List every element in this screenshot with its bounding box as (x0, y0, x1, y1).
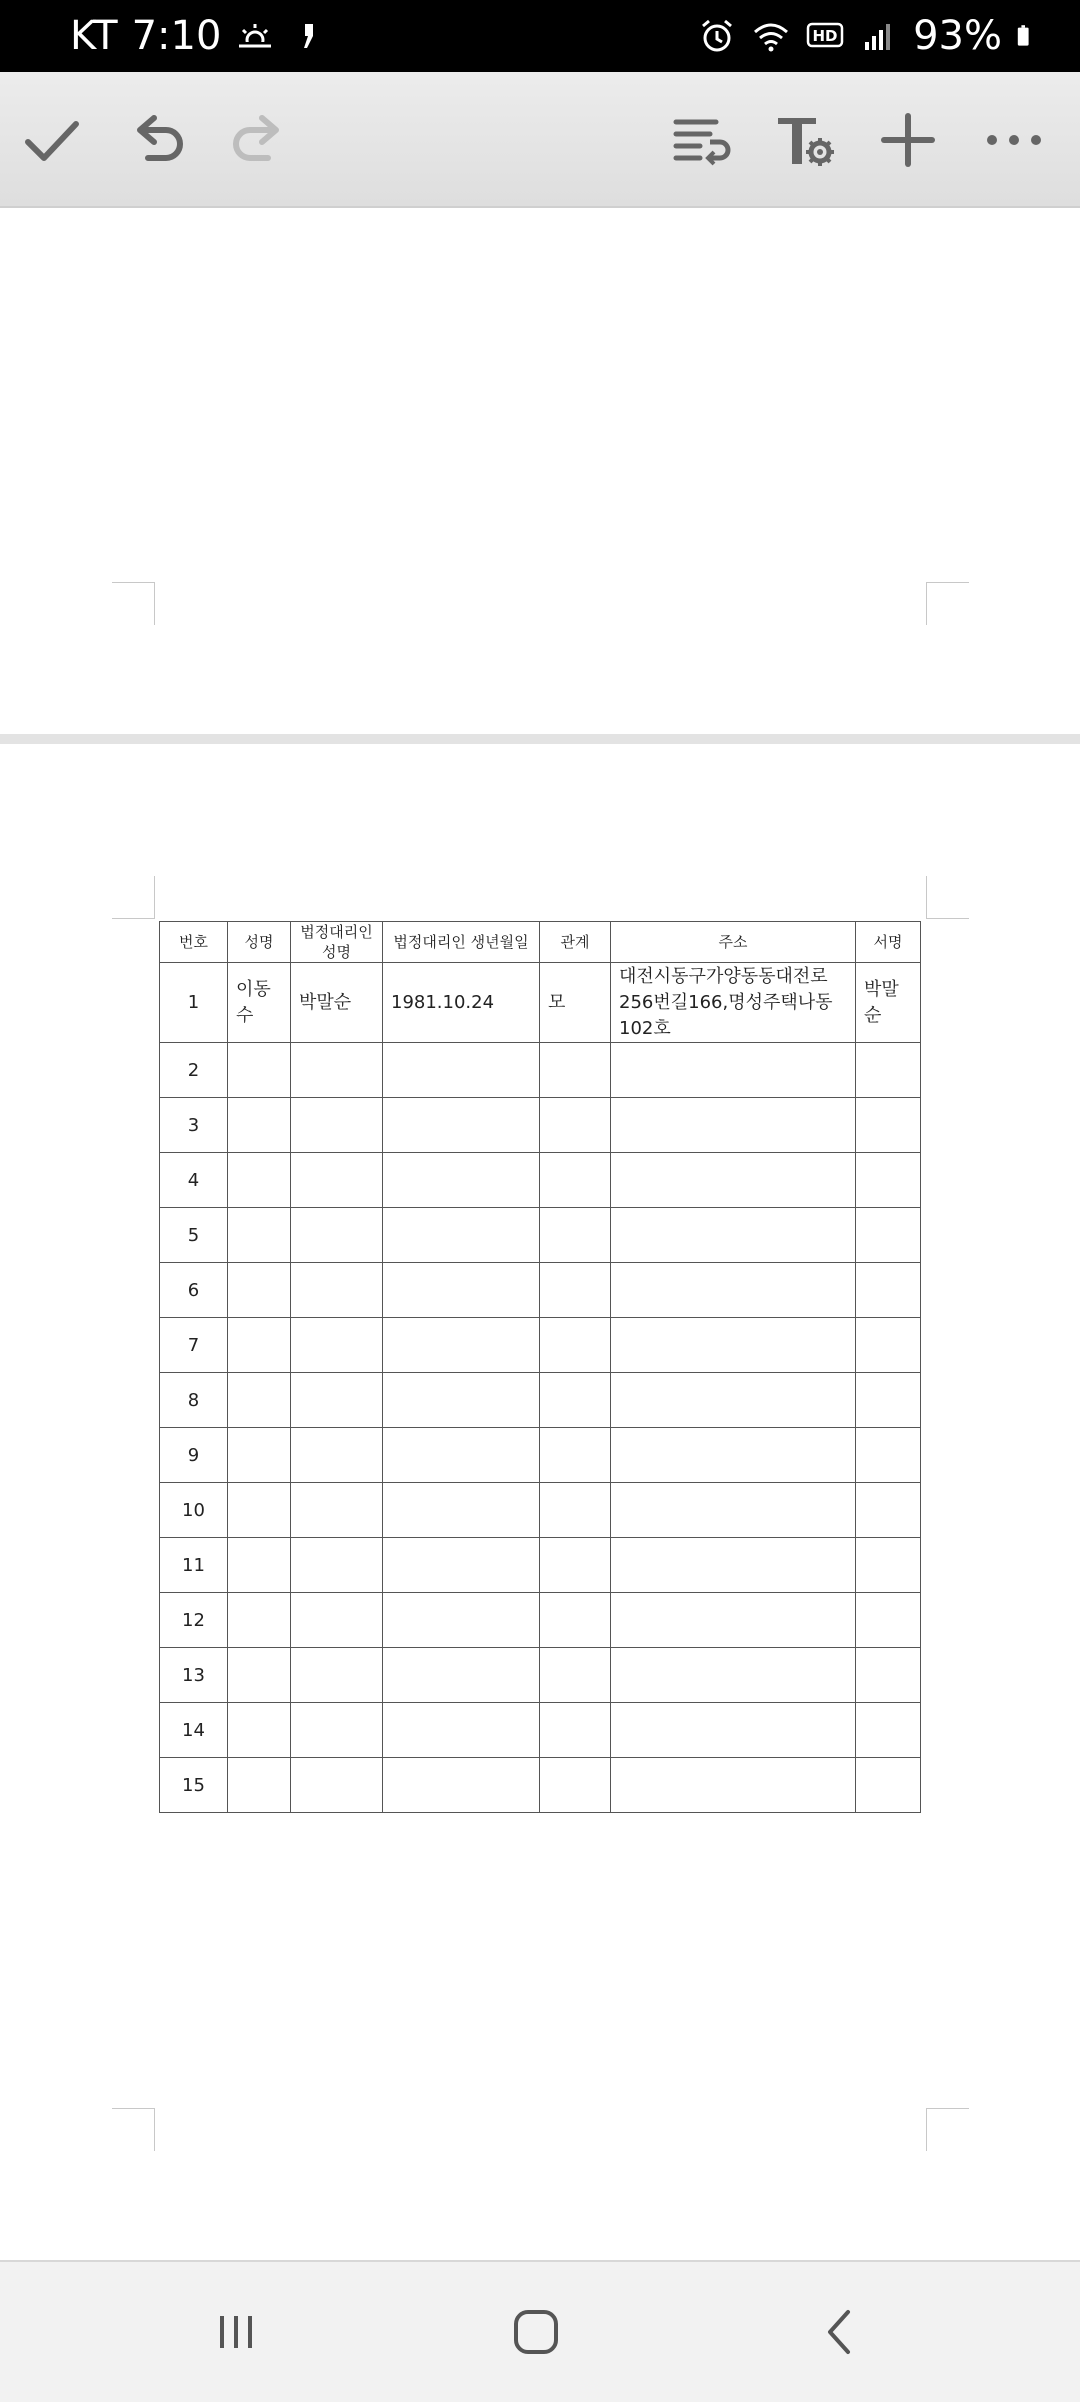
header-guardian-birth[interactable]: 법정대리인 생년월일 (383, 922, 540, 963)
table-row (160, 963, 921, 1043)
cell-guardian-birth[interactable]: 1981.10.24 (383, 963, 540, 1043)
cell-relation[interactable] (540, 1428, 611, 1483)
cell-no[interactable]: 3 (160, 1098, 228, 1153)
cell-relation[interactable] (540, 1538, 611, 1593)
battery-icon (1016, 16, 1040, 56)
margin-mark (926, 876, 969, 919)
text-wrap-icon (670, 108, 734, 172)
cell-address[interactable] (611, 1263, 856, 1318)
document-page-previous (0, 208, 1080, 734)
cell-name[interactable] (228, 1593, 291, 1648)
cell-address[interactable]: 대전시동구가양동동대전로256번길166,명성주택나동102호 (611, 963, 856, 1043)
status-bar (0, 0, 1080, 72)
cell-no[interactable]: 6 (160, 1263, 228, 1318)
undo-button[interactable] (120, 102, 196, 178)
cell-guardian-name[interactable] (291, 1098, 383, 1153)
back-icon (810, 2302, 870, 2362)
wifi-icon (751, 16, 791, 56)
header-relation[interactable]: 관계 (540, 922, 611, 963)
cell-no[interactable]: 4 (160, 1153, 228, 1208)
cell-relation[interactable] (540, 1098, 611, 1153)
cell-no[interactable]: 7 (160, 1318, 228, 1373)
status-bar-right (697, 12, 1040, 60)
cell-relation[interactable] (540, 1703, 611, 1758)
cell-signature[interactable] (856, 1043, 921, 1098)
more-options-button[interactable] (976, 102, 1052, 178)
cell-guardian-name[interactable] (291, 1593, 383, 1648)
cell-relation[interactable] (540, 1043, 611, 1098)
home-icon (506, 2302, 566, 2362)
cell-address[interactable] (611, 1098, 856, 1153)
cell-address[interactable] (611, 1703, 856, 1758)
cell-guardian-name[interactable] (291, 1428, 383, 1483)
redo-button[interactable] (220, 102, 296, 178)
cell-address[interactable] (611, 1043, 856, 1098)
cell-name[interactable] (228, 1428, 291, 1483)
cell-address[interactable] (611, 1373, 856, 1428)
status-bar-left (70, 12, 329, 60)
margin-mark (112, 582, 155, 625)
cell-relation[interactable]: 모 (540, 963, 611, 1043)
cell-no[interactable]: 14 (160, 1703, 228, 1758)
text-wrap-button[interactable] (664, 102, 740, 178)
header-guardian-name[interactable]: 법정대리인 성명 (291, 922, 383, 963)
svg-text:HD: HD (812, 27, 838, 45)
margin-mark (112, 876, 155, 919)
cell-guardian-birth[interactable] (383, 1593, 540, 1648)
cell-guardian-name[interactable] (291, 1043, 383, 1098)
cell-guardian-birth[interactable] (383, 1208, 540, 1263)
cell-name[interactable] (228, 1483, 291, 1538)
cell-signature[interactable]: 박말순 (856, 963, 921, 1043)
cell-name[interactable] (228, 1373, 291, 1428)
table-row (160, 1263, 921, 1318)
document-page[interactable] (0, 744, 1080, 2260)
cell-address[interactable] (611, 1318, 856, 1373)
cell-guardian-birth[interactable] (383, 1263, 540, 1318)
cell-signature[interactable] (856, 1153, 921, 1208)
cell-no[interactable]: 11 (160, 1538, 228, 1593)
cell-relation[interactable] (540, 1648, 611, 1703)
table-row (160, 1648, 921, 1703)
cell-signature[interactable] (856, 1263, 921, 1318)
table-row (160, 1703, 921, 1758)
cell-guardian-birth[interactable] (383, 1428, 540, 1483)
cell-name[interactable] (228, 1153, 291, 1208)
cell-signature[interactable] (856, 1648, 921, 1703)
table-row (160, 1373, 921, 1428)
hd-voice-icon (805, 16, 845, 56)
cell-name[interactable] (228, 1538, 291, 1593)
margin-mark (112, 2108, 155, 2151)
cell-guardian-birth[interactable] (383, 1098, 540, 1153)
table-row (160, 1428, 921, 1483)
margin-mark (926, 582, 969, 625)
table-row (160, 1153, 921, 1208)
text-format-button[interactable] (766, 102, 842, 178)
cell-signature[interactable] (856, 1208, 921, 1263)
header-name[interactable]: 성명 (228, 922, 291, 963)
cell-relation[interactable] (540, 1758, 611, 1813)
home-button[interactable] (496, 2302, 576, 2362)
clock: 7:10 (131, 13, 222, 59)
cell-relation[interactable] (540, 1153, 611, 1208)
weather-icon (235, 16, 275, 56)
cell-signature[interactable] (856, 1373, 921, 1428)
cell-address[interactable] (611, 1593, 856, 1648)
battery-percent: 93% (913, 13, 1002, 59)
cell-name[interactable] (228, 1263, 291, 1318)
table-row (160, 1043, 921, 1098)
cell-relation[interactable] (540, 1263, 611, 1318)
table-row (160, 1208, 921, 1263)
cell-relation[interactable] (540, 1483, 611, 1538)
cell-no[interactable]: 5 (160, 1208, 228, 1263)
cell-no[interactable]: 10 (160, 1483, 228, 1538)
cell-no[interactable]: 8 (160, 1373, 228, 1428)
cell-guardian-birth[interactable] (383, 1538, 540, 1593)
redo-icon (226, 108, 290, 172)
cell-guardian-name[interactable] (291, 1373, 383, 1428)
cell-no[interactable]: 12 (160, 1593, 228, 1648)
recent-apps-icon (206, 2302, 266, 2362)
table-header-row (160, 922, 921, 963)
table-row (160, 1538, 921, 1593)
cell-guardian-name[interactable] (291, 1153, 383, 1208)
cell-guardian-name[interactable] (291, 1538, 383, 1593)
cell-address[interactable] (611, 1153, 856, 1208)
cell-name[interactable] (228, 1758, 291, 1813)
cell-guardian-name[interactable] (291, 1263, 383, 1318)
cell-guardian-birth[interactable] (383, 1153, 540, 1208)
cell-name[interactable] (228, 1648, 291, 1703)
margin-mark (926, 2108, 969, 2151)
cell-signature[interactable] (856, 1758, 921, 1813)
cell-guardian-birth[interactable] (383, 1703, 540, 1758)
add-icon (876, 108, 940, 172)
table-row (160, 1483, 921, 1538)
cell-name[interactable] (228, 1318, 291, 1373)
table-row (160, 1098, 921, 1153)
confirm-button[interactable] (14, 102, 90, 178)
undo-icon (126, 108, 190, 172)
more-icon (982, 108, 1046, 172)
cell-address[interactable] (611, 1758, 856, 1813)
cell-signature[interactable] (856, 1483, 921, 1538)
cell-address[interactable] (611, 1538, 856, 1593)
check-icon (20, 108, 84, 172)
roster-table[interactable] (159, 921, 921, 1813)
cell-address[interactable] (611, 1648, 856, 1703)
cell-guardian-birth[interactable] (383, 1483, 540, 1538)
cell-guardian-birth[interactable] (383, 1373, 540, 1428)
cell-guardian-birth[interactable] (383, 1318, 540, 1373)
cell-no[interactable]: 15 (160, 1758, 228, 1813)
table-row (160, 1593, 921, 1648)
cell-guardian-name[interactable]: 박말순 (291, 963, 383, 1043)
recent-apps-button[interactable] (196, 2302, 276, 2362)
cell-name[interactable] (228, 1043, 291, 1098)
cell-guardian-name[interactable] (291, 1318, 383, 1373)
cell-name[interactable] (228, 1098, 291, 1153)
cell-signature[interactable] (856, 1593, 921, 1648)
header-address[interactable]: 주소 (611, 922, 856, 963)
header-signature[interactable]: 서명 (856, 922, 921, 963)
cell-name[interactable] (228, 1208, 291, 1263)
cell-guardian-name[interactable] (291, 1758, 383, 1813)
cell-address[interactable] (611, 1483, 856, 1538)
table-row (160, 1758, 921, 1813)
signal-icon (859, 16, 899, 56)
cell-signature[interactable] (856, 1428, 921, 1483)
cell-guardian-birth[interactable] (383, 1648, 540, 1703)
cell-address[interactable] (611, 1208, 856, 1263)
cell-guardian-name[interactable] (291, 1208, 383, 1263)
cell-no[interactable]: 2 (160, 1043, 228, 1098)
header-no[interactable]: 번호 (160, 922, 228, 963)
cell-relation[interactable] (540, 1208, 611, 1263)
insert-button[interactable] (870, 102, 946, 178)
cell-guardian-birth[interactable] (383, 1758, 540, 1813)
carrier-label: KT (70, 13, 118, 59)
cell-guardian-birth[interactable] (383, 1043, 540, 1098)
cell-guardian-name[interactable] (291, 1648, 383, 1703)
cell-guardian-name[interactable] (291, 1703, 383, 1758)
cell-relation[interactable] (540, 1318, 611, 1373)
page-separator (0, 734, 1080, 744)
back-button[interactable] (800, 2302, 880, 2362)
text-format-icon (772, 108, 836, 172)
cell-address[interactable] (611, 1428, 856, 1483)
cell-guardian-name[interactable] (291, 1483, 383, 1538)
cell-relation[interactable] (540, 1593, 611, 1648)
cell-signature[interactable] (856, 1538, 921, 1593)
editor-toolbar (0, 72, 1080, 208)
cell-name[interactable]: 이동수 (228, 963, 291, 1043)
alarm-icon (697, 16, 737, 56)
notification-icon (289, 16, 329, 56)
cell-name[interactable] (228, 1703, 291, 1758)
cell-signature[interactable] (856, 1703, 921, 1758)
cell-no[interactable]: 9 (160, 1428, 228, 1483)
cell-no[interactable]: 1 (160, 963, 228, 1043)
table-row (160, 1318, 921, 1373)
navigation-bar (0, 2260, 1080, 2402)
cell-signature[interactable] (856, 1098, 921, 1153)
cell-no[interactable]: 13 (160, 1648, 228, 1703)
cell-relation[interactable] (540, 1373, 611, 1428)
cell-signature[interactable] (856, 1318, 921, 1373)
